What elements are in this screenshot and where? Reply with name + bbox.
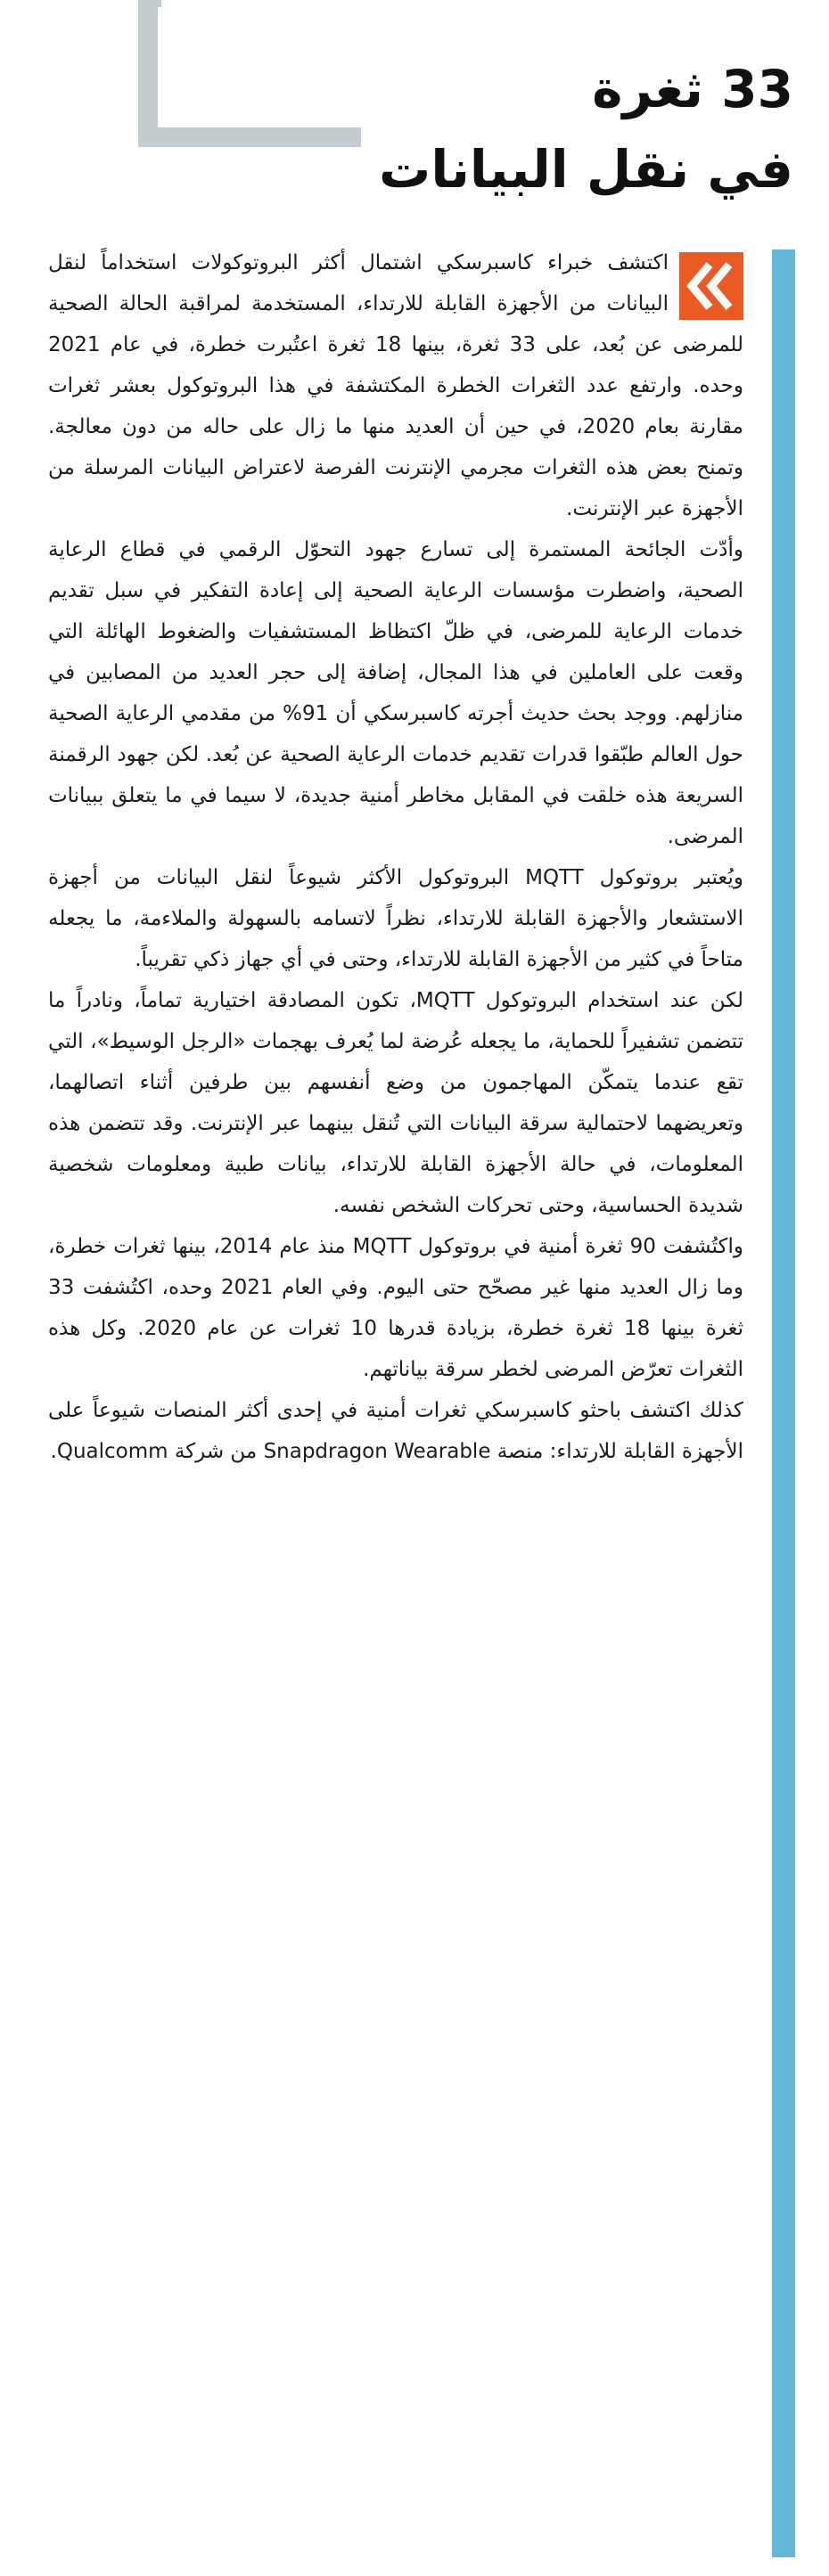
article-title-line-1: 33 ثغرة: [592, 59, 793, 119]
article-paragraph-3: ويُعتبر بروتوكول MQTT البروتوكول الأكثر شيوعاً لنقل البيانات من أجهزة الاستشعار والأجهزة القابلة للارتداء، نظراً لاتسامه بالسهولة والملاءمة، ما يجعله متاحاً في كثير من الأجهزة القابلة للارتداء، وحتى في أي جهاز ذكي تقريباً.: [48, 866, 743, 971]
article-body: [48, 242, 743, 1472]
article-title: [294, 49, 793, 209]
article-paragraph-4: لكن عند استخدام البروتوكول MQTT، تكون المصادقة اختيارية تماماً، ونادراً ما تتضمن تشفيراً للحماية، ما يجعله عُرضة لما يُعرف بهجمات «الرجل الوسيط»، التي تقع عندما يتمكّن المهاجمون من وضع أنفسهم بين طرفين أثناء اتصالهما، وتعريضهما لاحتمالية سرقة البيانات التي تُنقل بينهما عبر الإنترنت. وقد تتضمن هذه المعلومات، في حالة الأجهزة القابلة للارتداء، بيانات طبية ومعلومات شخصية شديدة الحساسية، وحتى تحركات الشخص نفسه.: [48, 989, 743, 1217]
article-paragraph-2: وأدّت الجائحة المستمرة إلى تسارع جهود التحوّل الرقمي في قطاع الرعاية الصحية، واضطرت مؤسسات الرعاية الصحية إلى إعادة التفكير في سبل تقديم خدمات الرعاية للمرضى، في ظلّ اكتظاظ المستشفيات والضغوط الهائلة التي وقعت على العاملين في هذا المجال، إضافة إلى حجر العديد من المصابين في منازلهم. ووجد بحث حديث أجرته كاسبرسكي أن 91% من مقدمي الرعاية الصحية حول العالم طبّقوا قدرات تقديم خدمات الرعاية الصحية عن بُعد. لكن جهود الرقمنة السريعة هذه خلقت في المقابل مخاطر أمنية جديدة، لا سيما في ما يتعلق ببيانات المرضى.: [48, 538, 743, 848]
article-paragraph-5: واكتُشفت 90 ثغرة أمنية في بروتوكول MQTT منذ عام 2014، بينها ثغرات خطرة، وما زال العديد منها غير مصحّح حتى اليوم. وفي العام 2021 وحده، اكتُشفت 33 ثغرة بينها 18 ثغرة خطرة، بزيادة قدرها 10 ثغرات عن عام 2020. وكل هذه الثغرات تعرّض المرضى لخطر سرقة بياناتهم.: [48, 1235, 744, 1381]
lead-marker-spacer: [669, 242, 743, 319]
decorative-frame-top: [138, 0, 161, 7]
accent-side-bar: [772, 249, 795, 2557]
article-paragraph-1: اكتشف خبراء كاسبرسكي اشتمال أكثر البروتوكولات استخداماً لنقل البيانات من الأجهزة القابلة للارتداء، المستخدمة لمراقبة الحالة الصحية للمرضى عن بُعد، على 33 ثغرة، بينها 18 ثغرة اعتُبرت خطرة، في عام 2021 وحده. وارتفع عدد الثغرات الخطرة المكتشفة في هذا البروتوكول بعشر ثغرات مقارنة بعام 2020، في حين أن العديد منها ما زال على حاله من دون معالجة. وتمنح بعض هذه الثغرات مجرمي الإنترنت الفرصة لاعتراض البيانات المرسلة من الأجهزة عبر الإنترنت.: [48, 251, 743, 520]
article-title-line-2: في نقل البيانات: [379, 139, 793, 200]
article-paragraph-6: كذلك اكتشف باحثو كاسبرسكي ثغرات أمنية في إحدى أكثر المنصات شيوعاً على الأجهزة القابلة للارتداء: منصة Snapdragon Wearable من شركة Qualcomm.: [48, 1399, 743, 1463]
